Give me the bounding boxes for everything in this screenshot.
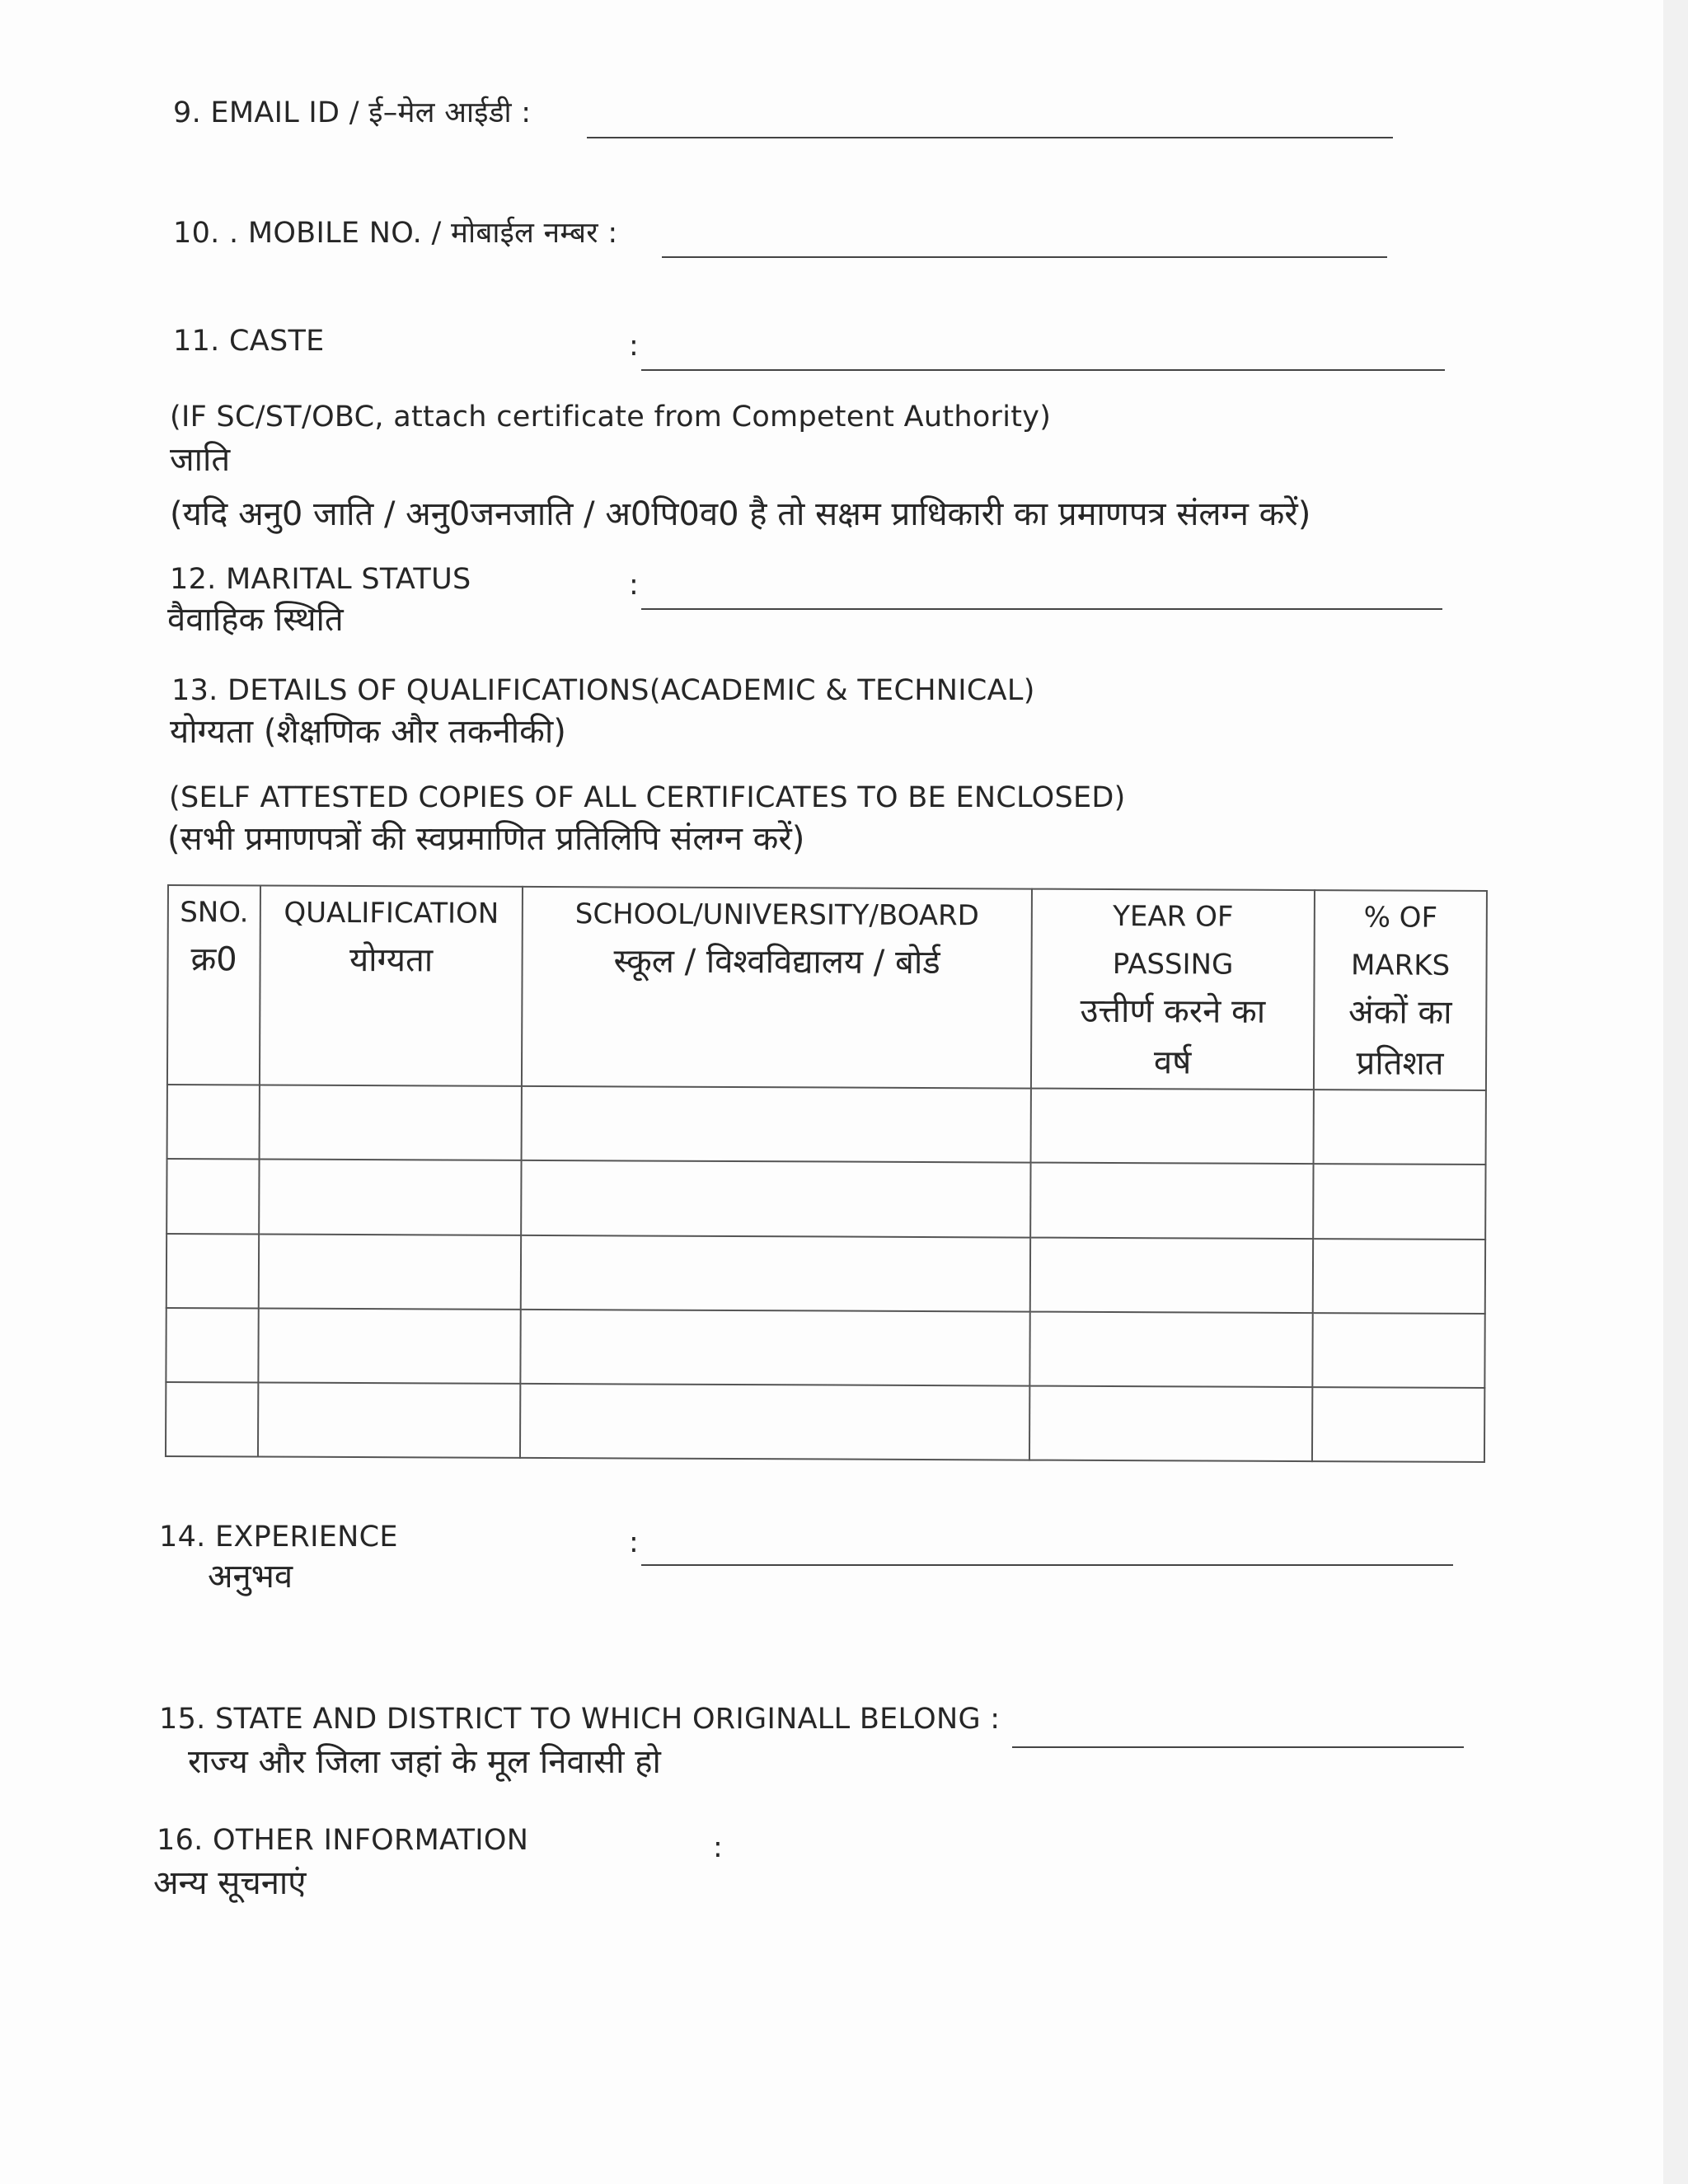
table-cell[interactable] xyxy=(521,1235,1030,1311)
table-cell[interactable] xyxy=(258,1382,520,1458)
table-cell[interactable] xyxy=(1314,1090,1486,1165)
header-qualification xyxy=(260,885,523,1086)
header-sno-en: SNO. xyxy=(180,896,249,930)
page-edge xyxy=(1663,0,1688,2184)
header-year-hi2: वर्ष xyxy=(1153,1043,1192,1082)
table-cell[interactable] xyxy=(521,1160,1030,1237)
state-district-hindi: राज्य और जिला जहां के मूल निवासी हो xyxy=(188,1743,661,1781)
header-year-en: YEAR OF xyxy=(1113,900,1234,934)
qualifications-table xyxy=(165,884,1488,1463)
other-info-label: 16. OTHER INFORMATION xyxy=(157,1824,529,1857)
header-school-en: SCHOOL/UNIVERSITY/BOARD xyxy=(574,898,979,933)
table-cell[interactable] xyxy=(1029,1385,1312,1461)
other-info-hindi: अन्य सूचनाएं xyxy=(153,1864,307,1902)
header-year-en2: PASSING xyxy=(1112,948,1234,982)
table-cell[interactable] xyxy=(1031,1089,1314,1165)
marital-status-field-line[interactable] xyxy=(641,608,1442,610)
marital-status-label: 12. MARITAL STATUS xyxy=(170,563,471,596)
header-school xyxy=(522,887,1032,1089)
header-marks xyxy=(1314,890,1487,1090)
header-marks-en: % OF xyxy=(1363,901,1438,935)
caste-colon: : xyxy=(629,330,640,363)
table-cell[interactable] xyxy=(167,1085,260,1160)
table-row xyxy=(167,1085,1486,1165)
qualifications-hindi: योग्यता (शैक्षणिक और तकनीकी) xyxy=(170,713,566,751)
table-cell[interactable] xyxy=(166,1159,259,1234)
experience-hindi: अनुभव xyxy=(208,1558,293,1596)
table-cell[interactable] xyxy=(166,1382,258,1457)
state-district-field-line[interactable] xyxy=(1012,1746,1464,1748)
other-info-colon: : xyxy=(713,1831,724,1864)
marital-status-hindi: वैवाहिक स्थिति xyxy=(167,601,344,639)
email-field-line[interactable] xyxy=(587,137,1393,138)
caste-label: 11. CASTE xyxy=(173,325,325,358)
table-cell[interactable] xyxy=(259,1160,521,1235)
table-cell[interactable] xyxy=(166,1234,259,1309)
table-cell[interactable] xyxy=(1313,1165,1485,1240)
table-cell[interactable] xyxy=(258,1308,520,1384)
header-sno-hi: क्र0 xyxy=(190,940,237,979)
qualifications-label: 13. DETAILS OF QUALIFICATIONS(ACADEMIC & TECHNICAL) xyxy=(171,674,1035,707)
table-cell[interactable] xyxy=(1030,1163,1313,1239)
header-year-hi: उत्तीर्ण करने का xyxy=(1080,991,1266,1031)
marital-status-colon: : xyxy=(629,569,640,602)
table-cell[interactable] xyxy=(166,1308,258,1383)
experience-label: 14. EXPERIENCE xyxy=(159,1521,398,1554)
state-district-label: 15. STATE AND DISTRICT TO WHICH ORIGINALL BELONG : xyxy=(159,1703,1001,1736)
experience-field-line[interactable] xyxy=(641,1564,1453,1566)
table-cell[interactable] xyxy=(1313,1239,1485,1314)
table-cell[interactable] xyxy=(1312,1313,1484,1388)
experience-colon: : xyxy=(629,1526,640,1559)
caste-field-line[interactable] xyxy=(641,369,1445,371)
attested-copies-note-hindi: (सभी प्रमाणपत्रों की स्वप्रमाणित प्रतिलिपि संलग्न करें) xyxy=(167,820,805,858)
table-cell[interactable] xyxy=(1312,1387,1484,1462)
table-row xyxy=(166,1159,1485,1239)
table-cell[interactable] xyxy=(260,1085,522,1161)
table-cell[interactable] xyxy=(1029,1311,1312,1387)
table-cell[interactable] xyxy=(259,1234,521,1310)
header-marks-hi: अंकों का xyxy=(1348,993,1452,1032)
table-row xyxy=(166,1234,1485,1314)
table-cell[interactable] xyxy=(1030,1237,1313,1313)
header-sno xyxy=(167,885,260,1085)
table-row xyxy=(166,1382,1484,1462)
table-row xyxy=(166,1308,1484,1388)
table-cell[interactable] xyxy=(522,1086,1031,1163)
caste-note-english: (IF SC/ST/OBC, attach certificate from Competent Authority) xyxy=(170,401,1052,434)
header-marks-hi2: प्रतिशत xyxy=(1356,1044,1444,1083)
caste-note-hindi: (यदि अनु0 जाति / अनु0जनजाति / अ0पि0व0 है तो सक्षम प्राधिकारी का प्रमाणपत्र संलग्न करें) xyxy=(170,495,1311,533)
mobile-field-line[interactable] xyxy=(662,256,1387,258)
email-label: 9. EMAIL ID / ई–मेल आईडी : xyxy=(173,96,532,129)
attested-copies-note: (SELF ATTESTED COPIES OF ALL CERTIFICATES TO BE ENCLOSED) xyxy=(169,781,1126,814)
header-qualification-hi: योग्यता xyxy=(349,940,434,980)
header-qualification-en: QUALIFICATION xyxy=(284,896,499,930)
header-marks-en2: MARKS xyxy=(1350,949,1451,982)
table-cell[interactable] xyxy=(520,1384,1029,1460)
header-school-hi: स्कूल / विश्वविद्यालय / बोर्ड xyxy=(613,942,940,982)
header-year xyxy=(1031,889,1315,1090)
caste-hindi-label: जाति xyxy=(170,441,231,479)
table-cell[interactable] xyxy=(520,1310,1029,1386)
table-header-row xyxy=(167,885,1487,1090)
mobile-label: 10. . MOBILE NO. / मोबाईल नम्बर : xyxy=(173,217,618,250)
